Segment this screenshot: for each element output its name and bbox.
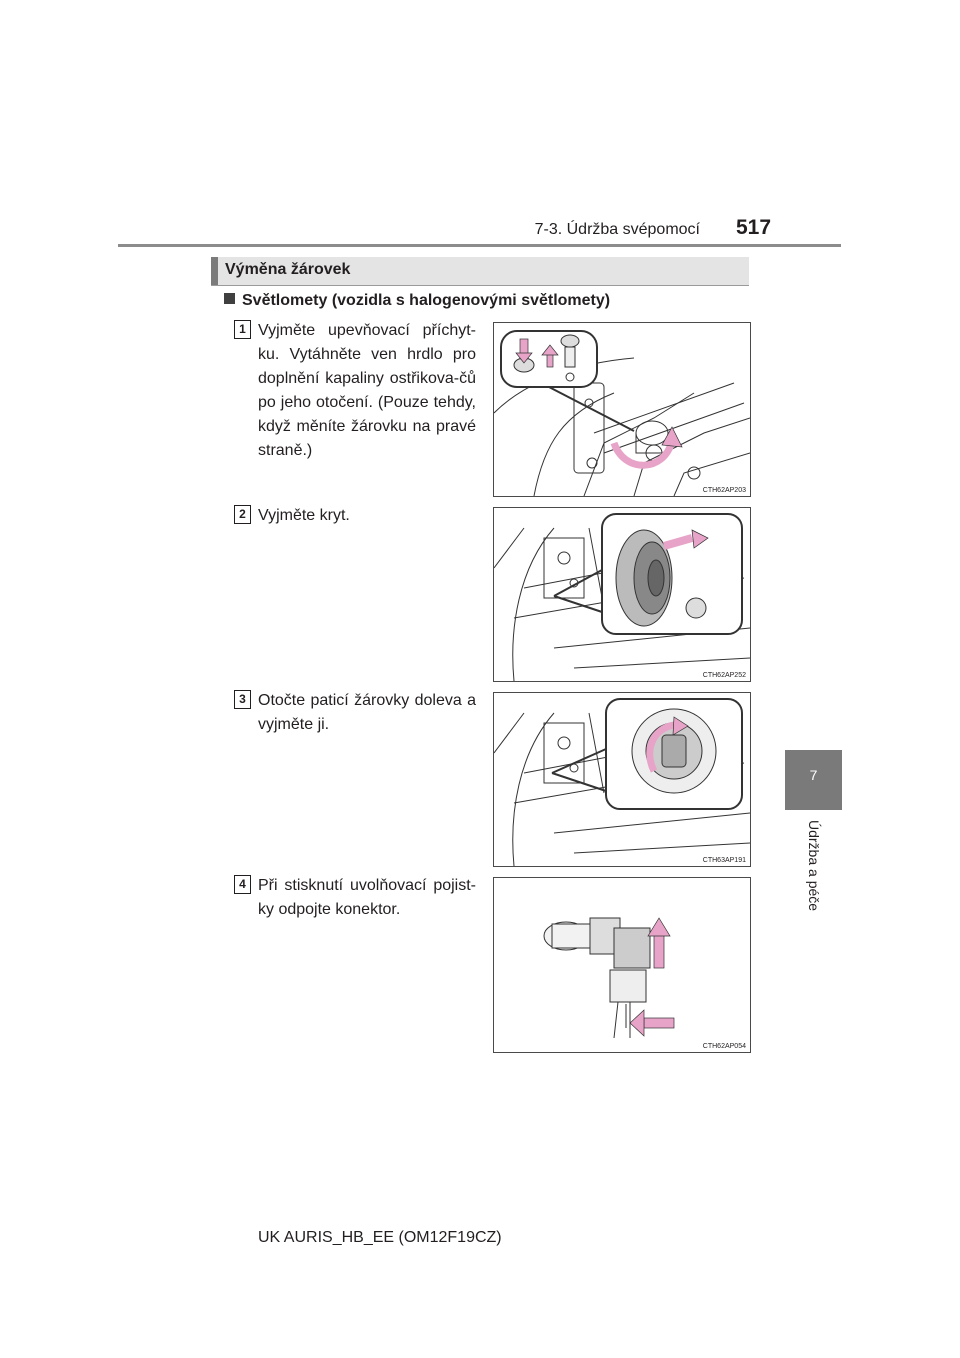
step-text: Vyjměte kryt. bbox=[258, 507, 350, 524]
step-number: 3 bbox=[234, 690, 251, 709]
chapter-number: 7 bbox=[809, 767, 818, 783]
subheading-text: Světlomety (vozidla s halogenovými světlomety) bbox=[242, 292, 611, 309]
square-bullet-icon bbox=[224, 293, 235, 304]
step-text: Otočte paticí žárovky doleva a vyjměte ji. bbox=[258, 692, 476, 733]
subheading bbox=[224, 292, 610, 310]
chapter-tab bbox=[785, 750, 842, 810]
figure-code: CTH62AP252 bbox=[702, 672, 746, 679]
page-number: 517 bbox=[736, 216, 772, 239]
figure-step-3 bbox=[493, 692, 751, 867]
step-text: Vyjměte upevňovací příchyt-ku. Vytáhněte ven hrdlo pro doplnění kapaliny ostřikova-čů po jeho otočení. (Pouze tehdy, když měníte žárovku na pravé straně.) bbox=[258, 322, 476, 459]
step-number: 2 bbox=[234, 505, 251, 524]
figure-code: CTH63AP191 bbox=[702, 857, 746, 864]
bulb-socket-illustration bbox=[494, 693, 750, 866]
footer-document-code: UK AURIS_HB_EE (OM12F19CZ) bbox=[258, 1229, 502, 1246]
connector-illustration bbox=[494, 878, 750, 1052]
step-number: 4 bbox=[234, 875, 251, 894]
headlight-cover-illustration bbox=[494, 508, 750, 681]
figure-code: CTH62AP054 bbox=[702, 1043, 746, 1050]
chapter-title: Údržba a péče bbox=[806, 820, 822, 912]
washer-filler-illustration bbox=[494, 323, 750, 496]
chapter-title-vertical bbox=[802, 820, 826, 930]
step-number: 1 bbox=[234, 320, 251, 339]
figure-step-2 bbox=[493, 507, 751, 682]
header-divider bbox=[118, 244, 841, 247]
figure-code: CTH62AP203 bbox=[702, 487, 746, 494]
section-header-text: 7-3. Údržba svépomocí bbox=[534, 221, 700, 238]
section-title-band bbox=[211, 257, 749, 286]
section-title: Výměna žárovek bbox=[225, 261, 351, 278]
figure-step-4 bbox=[493, 877, 751, 1053]
section-title-marker bbox=[211, 257, 218, 285]
figure-step-1 bbox=[493, 322, 751, 497]
step-text: Při stisknutí uvolňovací pojist-ky odpojte konektor. bbox=[258, 877, 476, 918]
